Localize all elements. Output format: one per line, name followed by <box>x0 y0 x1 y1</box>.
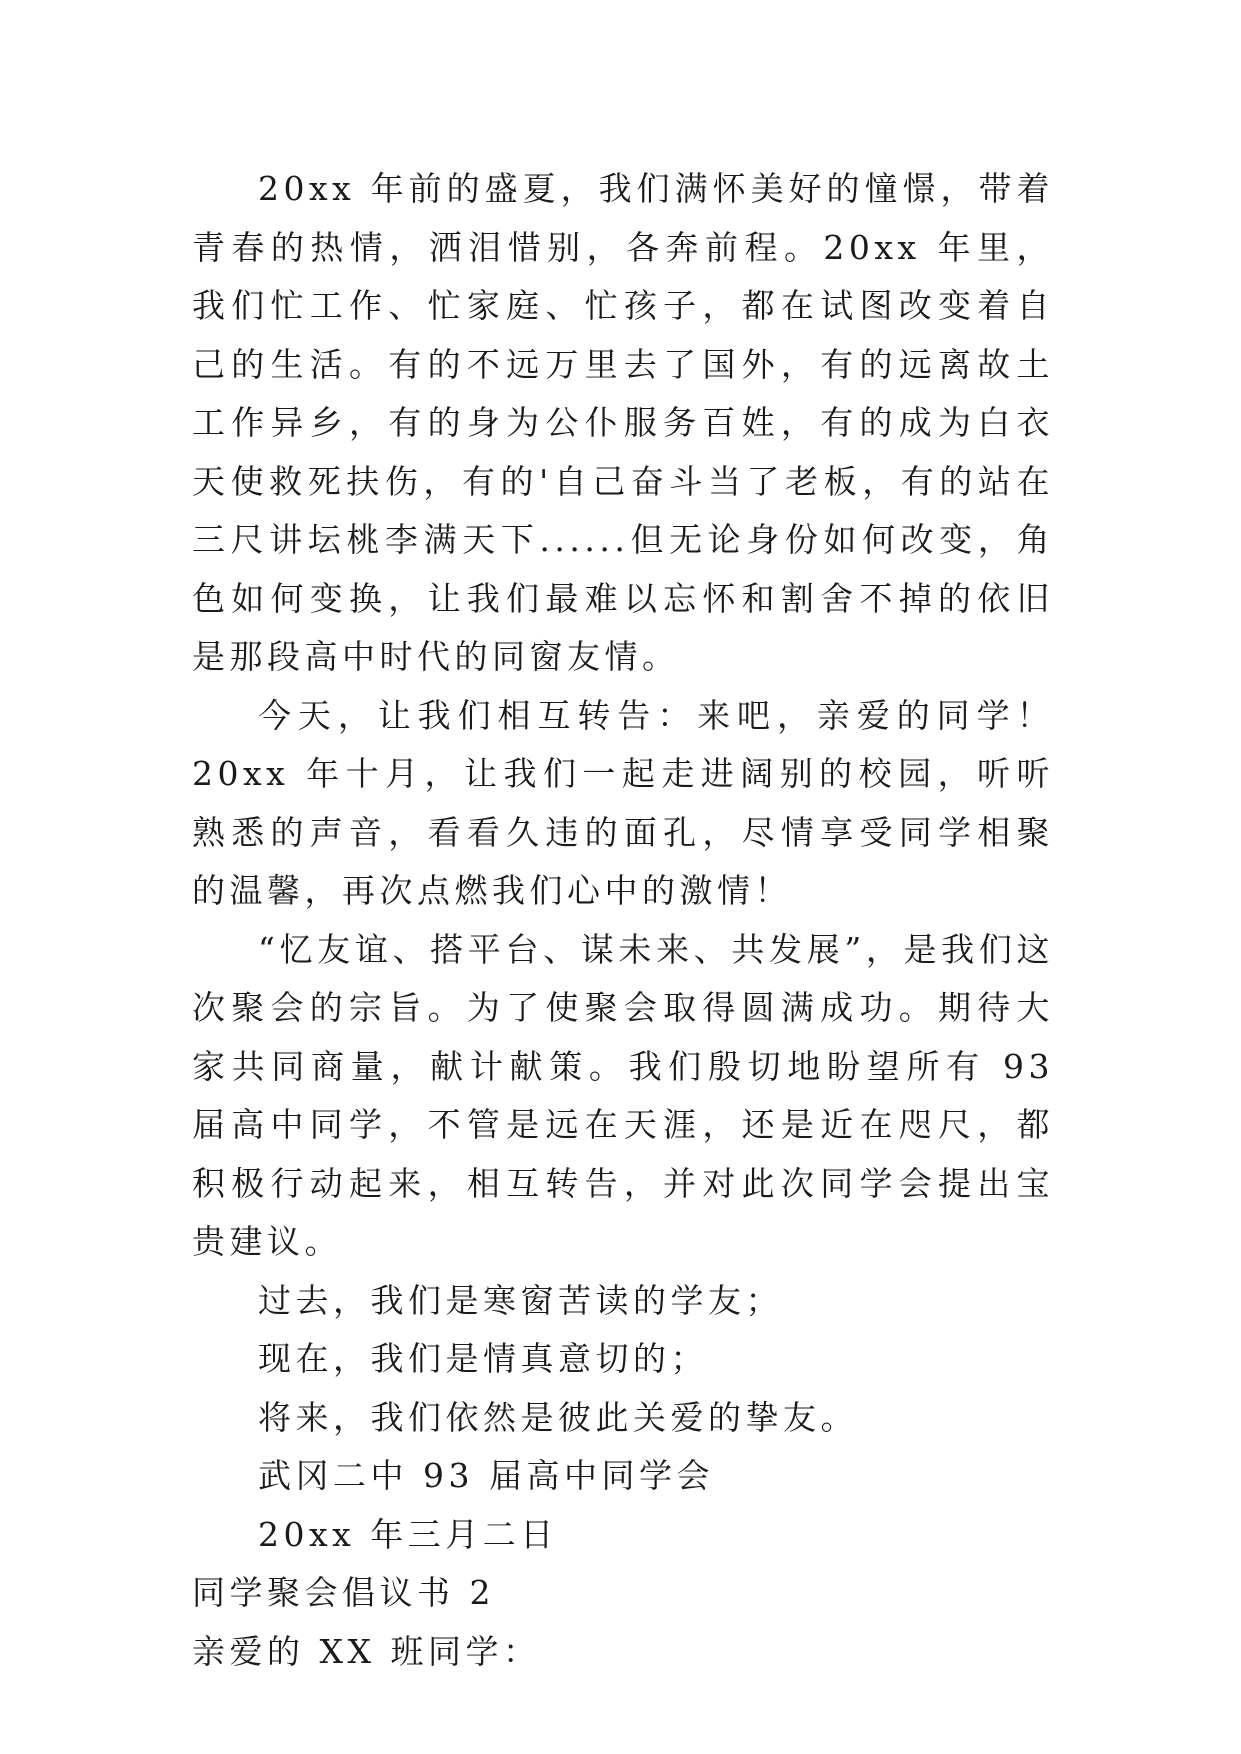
paragraph-2: 今天，让我们相互转告：来吧，亲爱的同学！20xx 年十月，让我们一起走进阔别的校园，听听熟悉的声音，看看久违的面孔，尽情享受同学相聚的温馨，再次点燃我们心中的激情！ <box>192 695 1054 910</box>
closing-line-past: 过去，我们是寒窗苦读的学友； <box>258 1280 783 1320</box>
document-body <box>192 160 1054 1681</box>
closing-line-present: 现在，我们是情真意切的； <box>258 1339 708 1378</box>
signature-organization: 武冈二中 93 届高中同学会 <box>258 1456 714 1495</box>
paragraph-3: “忆友谊、搭平台、谋未来、共发展”，是我们这次聚会的宗旨。为了使聚会取得圆满成功。期待大家共同商量，献计献策。我们殷切地盼望所有 93 届高中同学，不管是远在天涯，还是近在咫尺，都积极行动起来，相互转告，并对此次同学会提出宝贵建议。 <box>192 929 1054 1261</box>
closing-line-future: 将来，我们依然是彼此关爱的挚友。 <box>258 1397 858 1437</box>
next-document-salutation: 亲爱的 XX 班同学： <box>192 1631 541 1671</box>
next-document-title: 同学聚会倡议书 2 <box>192 1573 495 1612</box>
signature-date: 20xx 年三月二日 <box>258 1514 558 1554</box>
paragraph-1: 20xx 年前的盛夏，我们满怀美好的憧憬，带着青春的热情，洒泪惜别，各奔前程。20xx 年里，我们忙工作、忙家庭、忙孩子，都在试图改变着自己的生活。有的不远万里去了国外，有的远离故土工作异乡，有的身为公仆服务百姓，有的成为白衣天使救死扶伤，有的'自己奋斗当了老板，有的站在三尺讲坛桃李满天下......但无论身份如何改变，角色如何变换，让我们最难以忘怀和割舍不掉的依旧是那段高中时代的同窗友情。 <box>192 169 1054 676</box>
